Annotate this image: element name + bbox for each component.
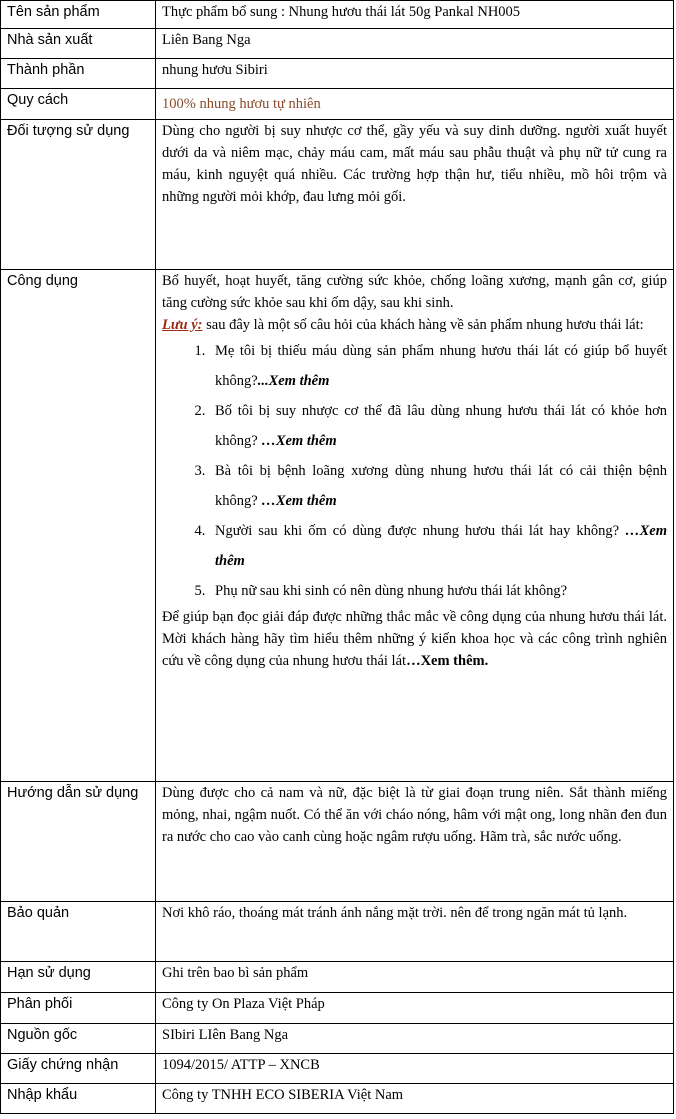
note-label: Lưu ý: [162,317,203,333]
row-specification [1,89,674,120]
label-target-users: Đối tượng sử dụng [1,120,156,270]
value-origin: SIbiri LIên Bang Nga [156,1024,674,1054]
row-manufacturer [1,29,674,59]
value-distributor: Công ty On Plaza Việt Pháp [156,993,674,1024]
row-uses [1,270,674,782]
question-list [162,336,667,606]
see-more-link[interactable]: ...Xem thêm [257,373,330,389]
row-distributor [1,993,674,1024]
question-text: Bố tôi bị suy nhược cơ thể đã lâu dùng nhung hươu thái lát có khỏe hơn không? [215,403,667,449]
question-text: Bà tôi bị bệnh loãng xương dùng nhung hươu thái lát có cải thiện bệnh không? [215,463,667,509]
question-text: Người sau khi ốm có dùng được nhung hươu thái lát hay không? [215,523,626,539]
outro-text: Để giúp bạn đọc giải đáp được những thắc mắc về công dụng của nhung hươu thái lát. Mời khách hàng hãy tìm hiểu thêm những ý kiến khoa học và các công trình nghiên cứu về công dụng của nhung hươu thái lát [162,609,667,669]
label-manufacturer: Nhà sản xuất [1,29,156,59]
value-manufacturer: Liên Bang Nga [156,29,674,59]
row-target-users [1,120,674,270]
label-distributor: Phân phối [1,993,156,1024]
see-more-link[interactable]: …Xem thêm [261,493,337,509]
value-instructions: Dùng được cho cả nam và nữ, đặc biệt là từ giai đoạn trung niên. Sắt thành miếng mỏng, nhai, ngậm nuốt. Có thể ăn với cháo nóng, hâm với mật ong, long nhãn đen đun ra nước cho cao vào canh cùng hoặc ngâm rượu uống. Hãm trà, sắc nước uống. [156,782,674,902]
label-origin: Nguồn gốc [1,1024,156,1054]
uses-outro [162,606,667,672]
label-importer: Nhập khẩu [1,1084,156,1114]
label-expiry: Hạn sử dụng [1,962,156,993]
uses-note [162,314,667,336]
see-more-link[interactable]: …Xem thêm [215,523,667,569]
value-specification: 100% nhung hươu tự nhiên [156,89,674,120]
row-ingredients [1,59,674,89]
value-ingredients: nhung hươu Sibiri [156,59,674,89]
label-product-name: Tên sản phẩm [1,1,156,29]
uses-intro: Bổ huyết, hoạt huyết, tăng cường sức khỏe, chống loãng xương, mạnh gân cơ, giúp tăng cường sức khỏe sau khi ốm dậy, sau khi sinh. [162,273,667,311]
label-uses: Công dụng [1,270,156,782]
row-product-name [1,1,674,29]
value-target-users: Dùng cho người bị suy nhược cơ thể, gầy yếu và suy dinh dưỡng. người xuất huyết dưới da và niêm mạc, chảy máu cam, mất máu sau phẫu thuật và phụ nữ tử cung ra máu, kinh nguyệt quá nhiều. Các trường hợp thận hư, tiểu nhiều, mồ hôi trộm và những người mỏi khớp, đau lưng mỏi gối. [156,120,674,270]
question-text: Phụ nữ sau khi sinh có nên dùng nhung hươu thái lát không? [215,583,568,599]
question-text: Mẹ tôi bị thiếu máu dùng sản phẩm nhung hươu thái lát có giúp bổ huyết không? [215,343,667,389]
row-importer [1,1084,674,1114]
list-item [209,516,667,576]
label-storage: Bảo quản [1,902,156,962]
value-expiry: Ghi trên bao bì sản phẩm [156,962,674,993]
value-storage: Nơi khô ráo, thoáng mát tránh ánh nắng mặt trời. nên để trong ngăn mát tủ lạnh. [156,902,674,962]
value-product-name: Thực phẩm bổ sung : Nhung hươu thái lát 50g Pankal NH005 [156,1,674,29]
row-expiry [1,962,674,993]
value-uses [156,270,674,782]
label-certificate: Giấy chứng nhận [1,1054,156,1084]
see-more-link[interactable]: …Xem thêm. [406,653,489,669]
row-origin [1,1024,674,1054]
list-item [209,396,667,456]
label-specification: Quy cách [1,89,156,120]
see-more-link[interactable]: …Xem thêm [261,433,337,449]
label-instructions: Hướng dẫn sử dụng [1,782,156,902]
value-certificate: 1094/2015/ ATTP – XNCB [156,1054,674,1084]
label-ingredients: Thành phần [1,59,156,89]
row-certificate [1,1054,674,1084]
list-item [209,576,667,606]
list-item [209,336,667,396]
row-instructions [1,782,674,902]
note-text: sau đây là một số câu hỏi của khách hàng về sản phẩm nhung hươu thái lát: [202,317,644,333]
row-storage [1,902,674,962]
list-item [209,456,667,516]
value-importer: Công ty TNHH ECO SIBERIA Việt Nam [156,1084,674,1114]
